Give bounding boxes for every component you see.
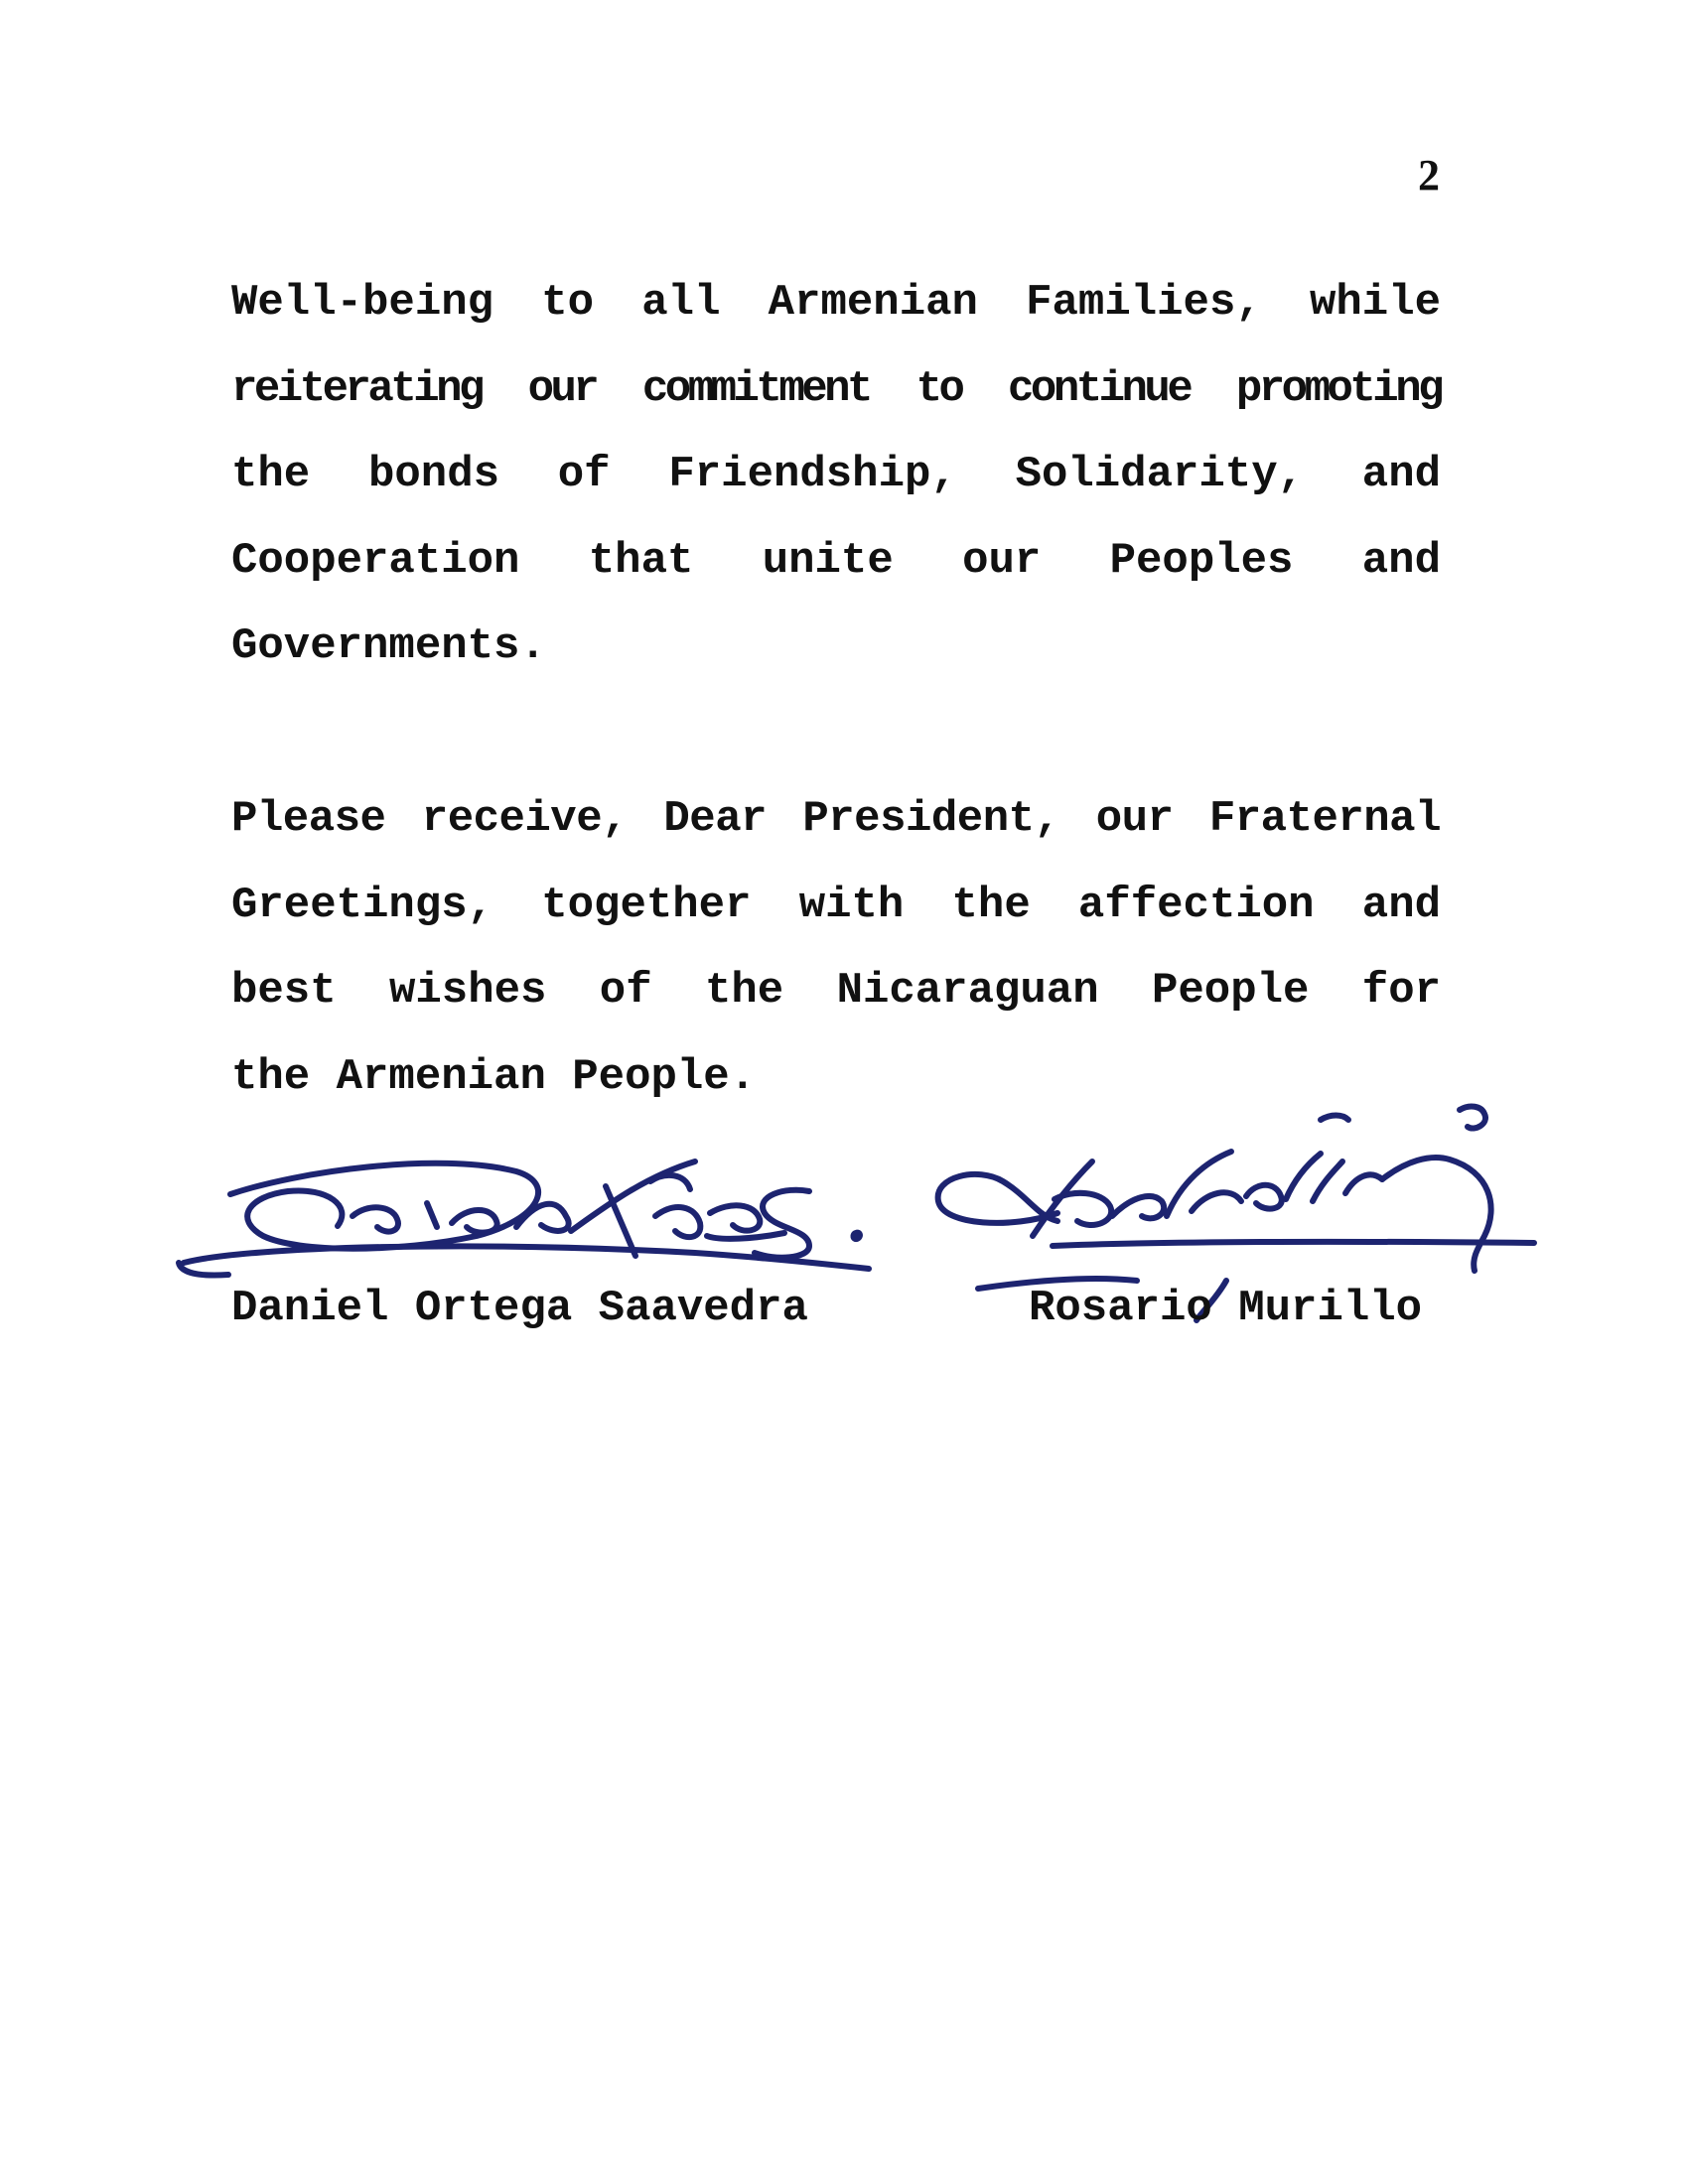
paragraph-line: Please receive, Dear President, our Fraternal [231, 794, 1441, 844]
paragraph-line: the Armenian People. [231, 1051, 757, 1102]
signature-daniel-ortega [179, 1161, 869, 1276]
paragraph-line: reiterating our commitment to continue promoting [231, 363, 1441, 414]
paragraph-line: Well-being to all Armenian Families, while [231, 278, 1441, 328]
body-paragraph-2 [231, 776, 1441, 1120]
paragraph-line: Governments. [231, 621, 546, 671]
signer-name-rosario-murillo: Rosario Murillo [1029, 1284, 1423, 1333]
paragraph-line: Cooperation that unite our Peoples and [231, 535, 1441, 586]
paragraph-line: best wishes of the Nicaraguan People for [231, 966, 1441, 1016]
paragraph-line: the bonds of Friendship, Solidarity, and [231, 450, 1441, 499]
body-paragraph-1 [231, 260, 1441, 690]
paragraph-line: Greetings, together with the affection and [231, 880, 1441, 930]
signer-name-daniel-ortega: Daniel Ortega Saavedra [231, 1284, 808, 1333]
page-number: 2 [1418, 151, 1440, 200]
